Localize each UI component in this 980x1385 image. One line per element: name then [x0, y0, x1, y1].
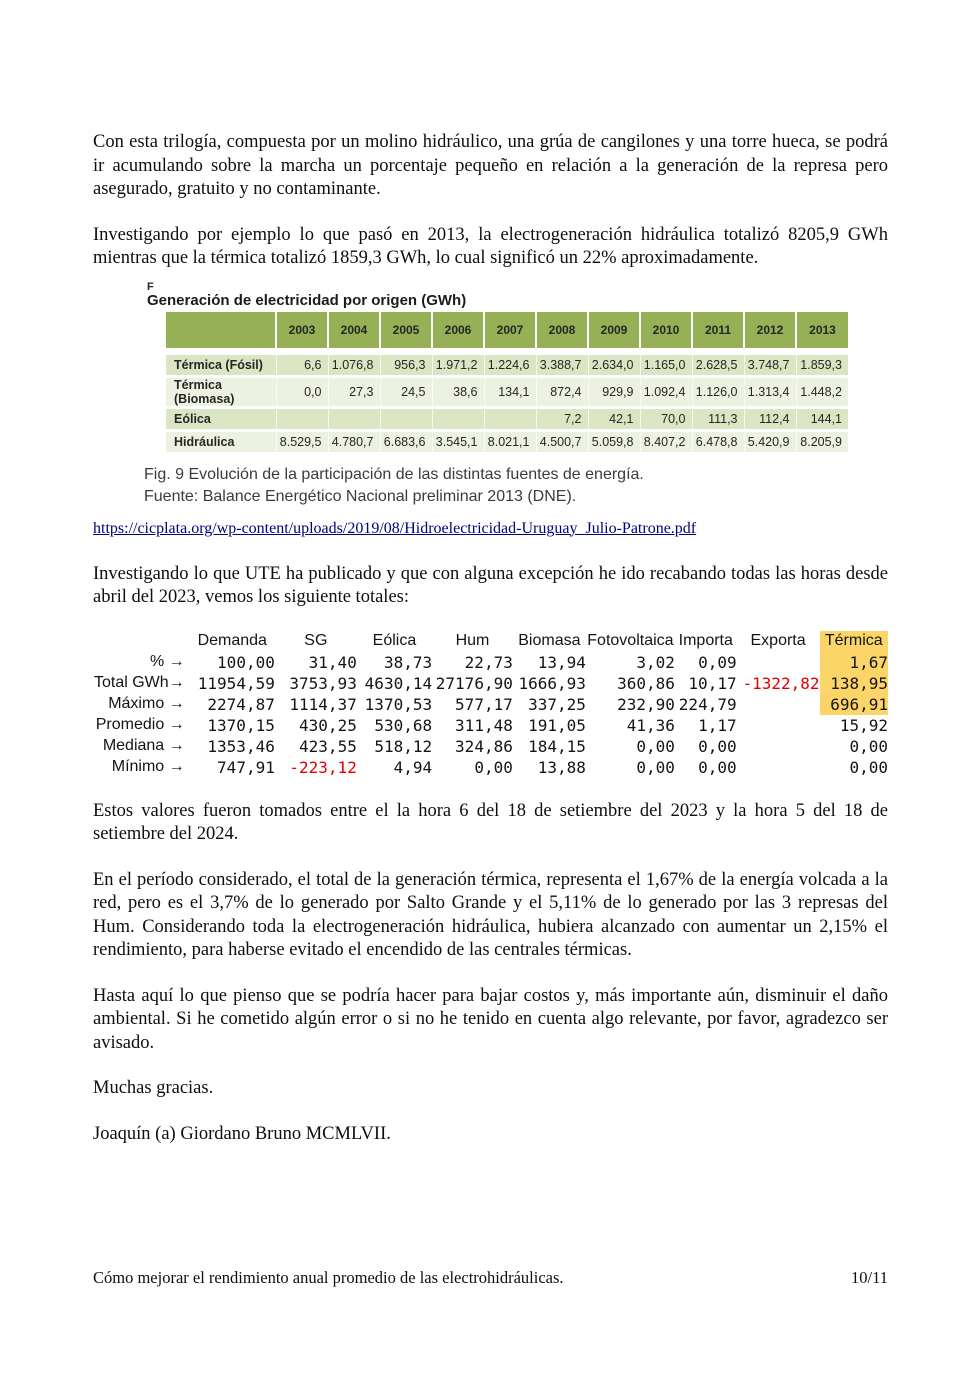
- totals-row-label: Mínimo →: [111, 758, 185, 775]
- paragraph-ute-intro: Investigando lo que UTE ha publicado y que con alguna excepción he ido recabando todas las horas desde abril del 2023, vemos los siguiente totales:: [93, 563, 888, 607]
- totals-value-cell: 13,88: [537, 757, 586, 777]
- totals-value-cell: 0,00: [698, 736, 737, 756]
- figure-row-label: Hidráulica: [166, 430, 276, 452]
- totals-value-cell: 1666,93: [518, 673, 586, 693]
- figure-table-row: [166, 351, 848, 376]
- totals-value-cell: 324,86: [455, 736, 513, 756]
- totals-column-header: Demanda: [197, 632, 267, 649]
- figure-value-cell: 872,4: [536, 376, 588, 407]
- cropped-text-fragment: F: [147, 280, 154, 293]
- totals-value-cell: 311,48: [455, 715, 513, 735]
- figure-value-cell: 1.224,6: [484, 351, 536, 376]
- figure-year-header: 2012: [744, 312, 796, 352]
- figure-year-header: 2013: [796, 312, 848, 352]
- totals-value-cell: [737, 694, 820, 715]
- figure-value-cell: 929,9: [588, 376, 640, 407]
- footer-page-number: 10/11: [851, 1268, 888, 1287]
- paragraph-intro: Con esta trilogía, compuesta por un molino hidráulico, una grúa de cangilones y una torre hueca, se podrá ir acumulando sobre la marcha un porcentaje pequeño en relación a la generación de la represa pero asegurado, gratuito y no contaminante.: [93, 132, 888, 199]
- figure-year-header: 2010: [640, 312, 692, 352]
- totals-column-header: Eólica: [372, 632, 417, 649]
- figure-value-cell: 1.859,3: [796, 351, 848, 376]
- totals-value-cell: 696,91: [820, 694, 888, 715]
- figure-value-cell: 27,3: [328, 376, 380, 407]
- source-pdf-link[interactable]: https://cicplata.org/wp-content/uploads/2019/08/Hidroelectricidad-Uruguay_Julio-Patrone.pdf: [93, 519, 697, 537]
- figure-table-row: [166, 430, 848, 452]
- totals-value-cell: 747,91: [217, 757, 275, 777]
- totals-value-cell: 423,55: [299, 736, 357, 756]
- totals-table-row: [93, 715, 888, 736]
- paragraph-2013-generation: Investigando por ejemplo lo que pasó en 2013, la electrogeneración hidráulica totalizó 8205,9 GWh mientras que la térmica totalizó 1859,3 GWh, lo cual significó un 22% aproximadamente.: [93, 224, 888, 268]
- totals-corner-cell: [93, 631, 190, 652]
- figure-row-label: Térmica (Biomasa): [166, 376, 276, 407]
- totals-value-cell: 530,68: [374, 715, 433, 735]
- figure-value-cell: 8.205,9: [796, 430, 848, 452]
- figure-caption-line1: Fig. 9 Evolución de la participación de las distintas fuentes de energía.: [144, 465, 644, 483]
- totals-value-cell: -223,12: [289, 757, 357, 777]
- figure-value-cell: [276, 407, 328, 430]
- figure-value-cell: 134,1: [484, 376, 536, 407]
- figure-year-header: 2006: [432, 312, 484, 352]
- totals-table-row: [93, 673, 888, 694]
- figure-year-header: 2011: [692, 312, 744, 352]
- figure-value-cell: 1.313,4: [744, 376, 796, 407]
- figure-table-head: [166, 312, 848, 352]
- totals-value-cell: 4630,14: [364, 673, 433, 693]
- figure-value-cell: 4.780,7: [328, 430, 380, 452]
- totals-value-cell: 0,09: [698, 652, 737, 672]
- totals-row-label: Promedio →: [95, 716, 185, 733]
- figure-value-cell: 112,4: [744, 407, 796, 430]
- totals-value-cell: 11954,59: [197, 673, 275, 693]
- totals-value-cell: 10,17: [688, 673, 737, 693]
- totals-table-body: [93, 652, 888, 778]
- totals-value-cell: 430,25: [299, 715, 357, 735]
- figure-year-header: 2007: [484, 312, 536, 352]
- figure-table-corner-cell: [166, 312, 276, 352]
- figure-value-cell: [380, 407, 432, 430]
- totals-value-cell: 184,15: [528, 736, 586, 756]
- figure-value-cell: 1.971,2: [432, 351, 484, 376]
- totals-value-cell: 1,17: [698, 715, 737, 735]
- totals-value-cell: 13,94: [537, 652, 586, 672]
- totals-value-cell: 138,95: [820, 673, 888, 694]
- totals-value-cell: 232,90: [617, 694, 675, 714]
- totals-value-cell: 337,25: [528, 694, 586, 714]
- figure-value-cell: 1.092,4: [640, 376, 692, 407]
- totals-column-header: Biomasa: [518, 632, 581, 649]
- totals-value-cell: 0,00: [698, 757, 737, 777]
- totals-table-row: [93, 652, 888, 673]
- page-footer: [93, 1268, 888, 1288]
- figure-value-cell: 7,2: [536, 407, 588, 430]
- totals-value-cell: 41,36: [626, 715, 675, 735]
- totals-row-label: % →: [149, 653, 185, 670]
- totals-row-label: Máximo →: [108, 695, 185, 712]
- figure-value-cell: 3.545,1: [432, 430, 484, 452]
- totals-value-cell: 577,17: [455, 694, 513, 714]
- figure-table-row: [166, 407, 848, 430]
- totals-table: [93, 631, 888, 778]
- figure-value-cell: 3.748,7: [744, 351, 796, 376]
- totals-value-cell: 2274,87: [207, 694, 275, 714]
- totals-value-cell: -1322,82: [742, 673, 820, 693]
- embedded-figure: [144, 282, 888, 509]
- figure-value-cell: [484, 407, 536, 430]
- figure-year-header: 2009: [588, 312, 640, 352]
- figure-value-cell: 6.478,8: [692, 430, 744, 452]
- totals-table-row: [93, 694, 888, 715]
- totals-value-cell: 3,02: [636, 652, 675, 672]
- figure-value-cell: 111,3: [692, 407, 744, 430]
- footer-document-title: Cómo mejorar el rendimiento anual promedio de las electrohidráulicas.: [93, 1268, 564, 1287]
- figure-value-cell: 38,6: [432, 376, 484, 407]
- figure-year-header: 2005: [380, 312, 432, 352]
- figure-value-cell: 6,6: [276, 351, 328, 376]
- totals-value-cell: 0,00: [636, 736, 675, 756]
- totals-value-cell: 518,12: [374, 736, 433, 756]
- totals-value-cell: 27176,90: [435, 673, 513, 693]
- figure-year-header: 2003: [276, 312, 328, 352]
- totals-value-cell: 1370,53: [364, 694, 433, 714]
- totals-value-cell: 3753,93: [289, 673, 357, 693]
- figure-year-header: 2008: [536, 312, 588, 352]
- totals-value-cell: 15,92: [839, 715, 888, 735]
- figure-value-cell: [328, 407, 380, 430]
- figure-value-cell: 1.448,2: [796, 376, 848, 407]
- totals-value-cell: 4,94: [393, 757, 433, 777]
- totals-column-header: Térmica: [820, 631, 888, 652]
- figure-value-cell: 70,0: [640, 407, 692, 430]
- totals-row-label: Total GWh→: [93, 674, 185, 691]
- figure-value-cell: 956,3: [380, 351, 432, 376]
- totals-value-cell: 1,67: [820, 652, 888, 673]
- totals-column-header: Hum: [455, 632, 490, 649]
- totals-column-header: Importa: [678, 632, 733, 649]
- figure-value-cell: 1.076,8: [328, 351, 380, 376]
- figure-value-cell: 144,1: [796, 407, 848, 430]
- figure-value-cell: 1.126,0: [692, 376, 744, 407]
- figure-caption-line2: Fuente: Balance Energético Nacional preliminar 2013 (DNE).: [144, 488, 577, 505]
- totals-table-head: [93, 631, 888, 652]
- figure-caption: [144, 464, 888, 509]
- totals-value-cell: 0,00: [474, 757, 513, 777]
- totals-value-cell: 1370,15: [207, 715, 275, 735]
- totals-value-cell: 224,79: [678, 694, 737, 714]
- figure-value-cell: 8.021,1: [484, 430, 536, 452]
- paragraph-closing: Hasta aquí lo que pienso que se podría hacer para bajar costos y, más importante aún, disminuir el daño ambiental. Si he cometido algún error o si no he tenido en cuenta algo relevante, por favor, agradezco ser avisado.: [93, 985, 888, 1053]
- totals-column-header: Exporta: [750, 632, 806, 649]
- paragraph-thanks: Muchas gracias.: [93, 1078, 214, 1098]
- paragraph-period: Estos valores fueron tomados entre el la hora 6 del 18 de setiembre del 2023 y la hora 5 del 18 de setiembre del 2024.: [93, 800, 888, 844]
- totals-value-cell: 0,00: [849, 757, 888, 777]
- totals-value-cell: 1114,37: [289, 694, 357, 714]
- figure-table-title: Generación de electricidad por origen (GWh): [147, 291, 467, 309]
- figure-value-cell: 8.529,5: [276, 430, 328, 452]
- figure-value-cell: [432, 407, 484, 430]
- figure-table: [166, 312, 848, 452]
- figure-value-cell: 2.634,0: [588, 351, 640, 376]
- totals-value-cell: 0,00: [636, 757, 675, 777]
- totals-value-cell: [737, 757, 820, 778]
- totals-table-row: [93, 757, 888, 778]
- figure-row-label: Eólica: [166, 407, 276, 430]
- figure-value-cell: 42,1: [588, 407, 640, 430]
- paragraph-signature: Joaquín (a) Giordano Bruno MCMLVII.: [93, 1123, 391, 1144]
- figure-value-cell: 0,0: [276, 376, 328, 407]
- figure-value-cell: 4.500,7: [536, 430, 588, 452]
- totals-column-header: SG: [304, 632, 328, 649]
- figure-value-cell: 3.388,7: [536, 351, 588, 376]
- totals-value-cell: 1353,46: [207, 736, 275, 756]
- figure-value-cell: 1.165,0: [640, 351, 692, 376]
- figure-table-body: [166, 351, 848, 452]
- figure-value-cell: 5.059,8: [588, 430, 640, 452]
- totals-column-header: Fotovoltaica: [587, 632, 674, 649]
- figure-value-cell: 8.407,2: [640, 430, 692, 452]
- figure-value-cell: 6.683,6: [380, 430, 432, 452]
- figure-table-row: [166, 376, 848, 407]
- totals-value-cell: 31,40: [308, 652, 357, 672]
- totals-value-cell: 38,73: [383, 652, 433, 672]
- totals-value-cell: [737, 736, 820, 757]
- figure-row-label: Térmica (Fósil): [166, 351, 276, 376]
- totals-value-cell: 100,00: [217, 652, 275, 672]
- totals-value-cell: 360,86: [617, 673, 675, 693]
- paragraph-analysis: En el período considerado, el total de la generación térmica, representa el 1,67% de la energía volcada a la red, pero es el 3,7% de lo generado por Salto Grande y el 5,11% de lo generado por las 3 represas del Hum. Considerando toda la electrogeneración hidráulica, hubiera alcanzado con aumentar un 2,15% el rendimiento, para haberse evitado el encendido de las centrales térmicas.: [93, 869, 888, 960]
- figure-value-cell: 2.628,5: [692, 351, 744, 376]
- figure-year-header: 2004: [328, 312, 380, 352]
- totals-value-cell: 0,00: [849, 736, 888, 756]
- figure-value-cell: 24,5: [380, 376, 432, 407]
- totals-row-label: Mediana →: [102, 737, 185, 754]
- totals-value-cell: [737, 652, 820, 673]
- figure-value-cell: 5.420,9: [744, 430, 796, 452]
- totals-table-row: [93, 736, 888, 757]
- totals-value-cell: [737, 715, 820, 736]
- totals-value-cell: 191,05: [528, 715, 586, 735]
- totals-value-cell: 22,73: [464, 652, 513, 672]
